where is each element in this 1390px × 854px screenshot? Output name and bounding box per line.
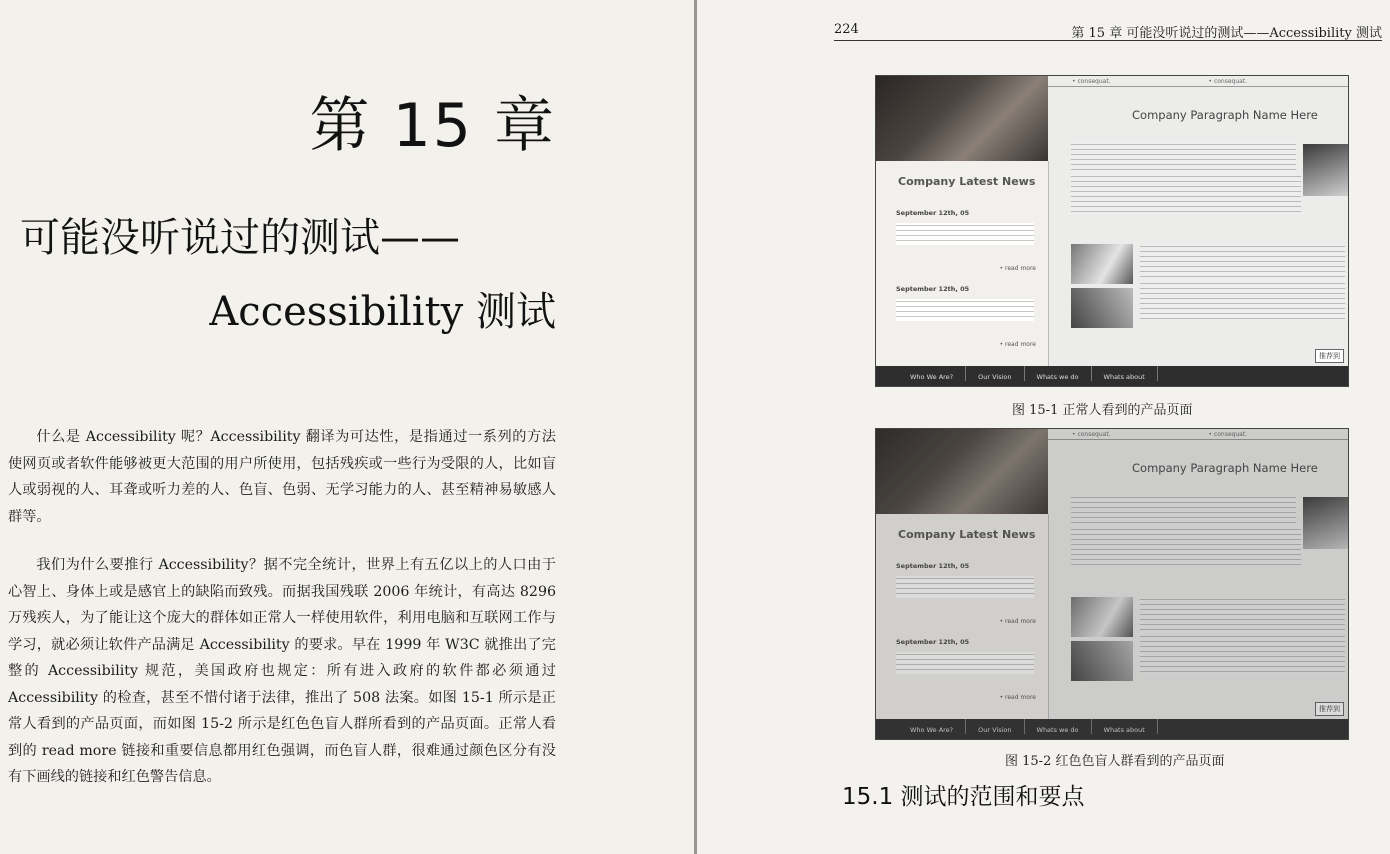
nav-item: Our Vision — [966, 366, 1024, 381]
news-text — [896, 223, 1034, 245]
right-page — [697, 0, 1390, 854]
divider — [1048, 86, 1348, 87]
text-block — [1140, 244, 1345, 284]
nav-bar — [876, 719, 1348, 739]
news-date: September 12th, 05 — [896, 562, 970, 570]
kids-photo — [1071, 288, 1133, 328]
read-more-link: • read more — [999, 694, 1036, 701]
header-photo — [876, 76, 1048, 161]
running-header — [834, 20, 1382, 41]
nav-bar — [876, 366, 1348, 386]
read-more-link: • read more — [999, 618, 1036, 625]
bullet-row — [1072, 431, 1343, 438]
news-title: Company Latest News — [898, 528, 1036, 541]
bullet-item: • consequat. — [1072, 431, 1111, 438]
hat-photo — [1071, 597, 1133, 637]
bullet-item: • consequat. — [1072, 78, 1111, 85]
news-column — [876, 514, 1049, 719]
read-more-link: • read more — [999, 341, 1036, 348]
page-number: 224 — [834, 22, 859, 37]
news-date: September 12th, 05 — [896, 285, 970, 293]
text-block — [1140, 634, 1345, 674]
header-photo — [876, 429, 1048, 514]
text-block — [1071, 527, 1301, 567]
section-heading: 15.1 测试的范围和要点 — [842, 784, 1085, 810]
recommend-button: 推荐到 — [1315, 702, 1344, 716]
figure-15-2 — [875, 428, 1349, 740]
kids-photo — [1071, 641, 1133, 681]
nav-item: Whats about — [1092, 719, 1158, 734]
nav-item: Who We Are? — [898, 366, 966, 381]
bullet-item: • consequat. — [1208, 78, 1248, 85]
news-date: September 12th, 05 — [896, 209, 970, 217]
chapter-title-line2: Accessibility 测试 — [209, 289, 556, 335]
figure-caption-2: 图 15-2 红色色盲人群看到的产品页面 — [1005, 754, 1225, 769]
nav-item: Who We Are? — [898, 719, 966, 734]
divider — [1048, 439, 1348, 440]
paragraph-title: Company Paragraph Name Here — [1132, 461, 1318, 475]
news-text — [896, 299, 1034, 321]
text-block — [1071, 174, 1301, 214]
paragraph-title: Company Paragraph Name Here — [1132, 108, 1318, 122]
recommend-button: 推荐到 — [1315, 349, 1344, 363]
text-block — [1140, 281, 1345, 321]
bullet-item: • consequat. — [1208, 431, 1248, 438]
news-text — [896, 652, 1034, 674]
body-paragraph-2: 我们为什么要推行 Accessibility？据不完全统计，世界上有五亿以上的人口由于心智上、身体上或是感官上的缺陷而致残。而据我国残联 2006 年统计，有高达 8296 万残疾人，为了能让这个庞大的群体如正常人一样使用软件，利用电脑和互联网工作与学习，就必须让软件产品满足 Accessibility 的要求。早在 1999 年 W3C 就推出了完整的 Accessibility 规范，美国政府也规定：所有进入政府的软件都必须通过 Accessibility 的检查，甚至不惜付诸于法律，推出了 508 法案。如图 15-1 所示是正常人看到的产品页面，而如图 15-2 所示是红色色盲人群所看到的产品页面。正常人看到的 read more 链接和重要信息都用红色强调，而色盲人群，很难通过颜色区分有没有下画线的链接和红色警告信息。 — [8, 557, 556, 785]
nav-item: Our Vision — [966, 719, 1024, 734]
news-column — [876, 161, 1049, 366]
read-more-link: • read more — [999, 265, 1036, 272]
news-text — [896, 576, 1034, 598]
body-paragraph-1: 什么是 Accessibility 呢？Accessibility 翻译为可达性，是指通过一系列的方法使网页或者软件能够被更大范围的用户所使用，包括残疾或一些行为受限的人，比如盲人或弱视的人、耳聋或听力差的人、色盲、色弱、无学习能力的人、甚至精神易敏感人群等。 — [8, 429, 556, 525]
chapter-title-line1: 可能没听说过的测试—— — [20, 215, 460, 261]
hat-photo — [1071, 244, 1133, 284]
bullet-row — [1072, 78, 1343, 85]
news-title: Company Latest News — [898, 175, 1036, 188]
news-date: September 12th, 05 — [896, 638, 970, 646]
left-page — [0, 0, 694, 854]
text-block — [1140, 597, 1345, 637]
nav-item: Whats we do — [1025, 719, 1092, 734]
nav-item: Whats we do — [1025, 366, 1092, 381]
figure-15-1 — [875, 75, 1349, 387]
figure-caption-1: 图 15-1 正常人看到的产品页面 — [1012, 403, 1193, 418]
nav-item: Whats about — [1092, 366, 1158, 381]
person-photo — [1303, 497, 1348, 549]
chapter-number: 第 15 章 — [309, 91, 556, 161]
person-photo — [1303, 144, 1348, 196]
running-title: 第 15 章 可能没听说过的测试——Accessibility 测试 — [1071, 26, 1382, 41]
